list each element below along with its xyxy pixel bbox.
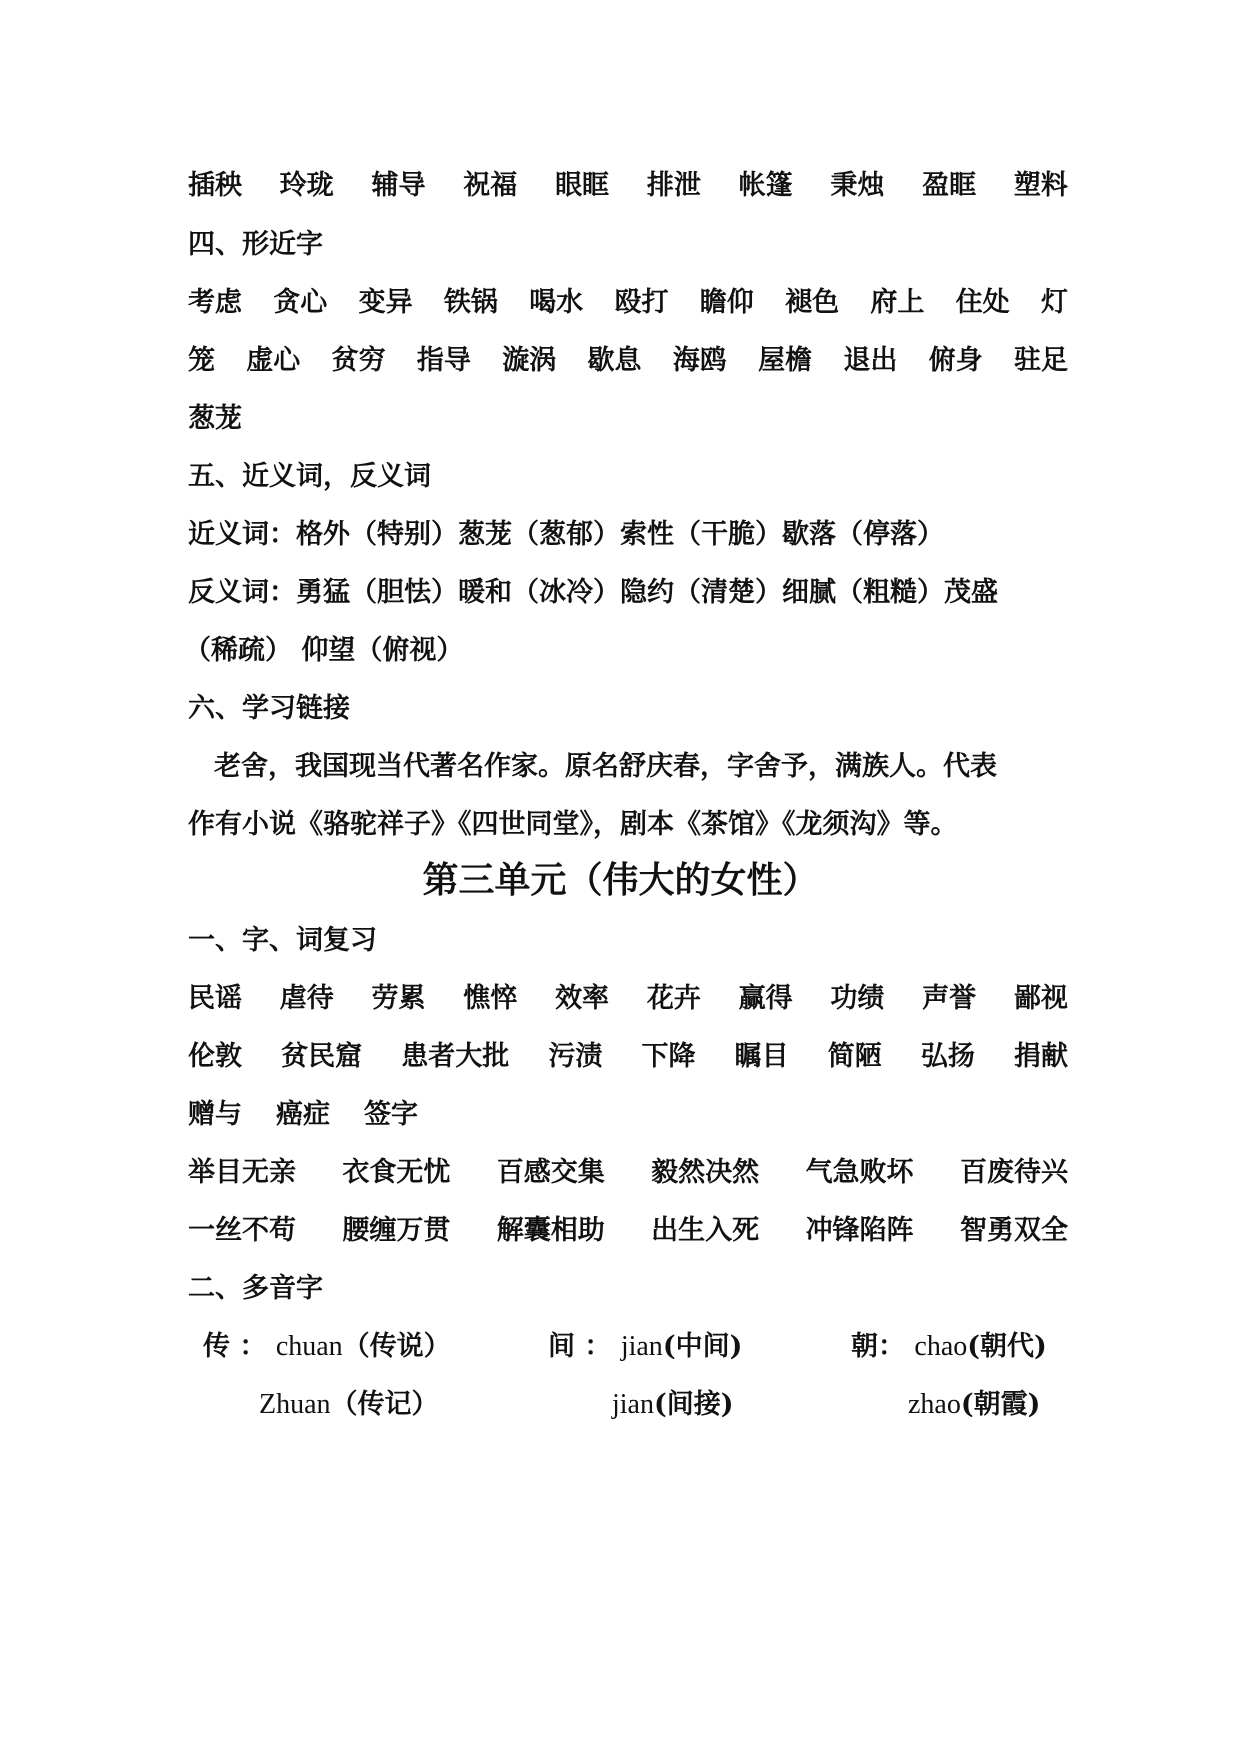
- word-item: 指导: [416, 345, 471, 376]
- word-item: 气急败坏: [805, 1157, 914, 1188]
- word-item: 考虑: [188, 287, 242, 318]
- word-item: 民谣: [188, 983, 242, 1014]
- word-item: 退出: [843, 345, 898, 376]
- word-item: 喝水: [529, 287, 584, 318]
- section6-heading: 六、学习链接: [188, 693, 350, 724]
- word-item: 玲珑: [279, 170, 334, 201]
- word-item: 眼眶: [555, 170, 610, 201]
- section4-row1: [188, 283, 1068, 323]
- example-word: （传说）: [342, 1331, 451, 1362]
- section4-row2: [188, 341, 1068, 381]
- word-item: 变异: [358, 287, 413, 318]
- word-item: 笼: [188, 345, 215, 376]
- unit-section2-heading: 二、多音字: [188, 1273, 323, 1304]
- word-item: 百感交集: [496, 1157, 605, 1188]
- polyphone-jian: [548, 1327, 742, 1367]
- word-item: 漩涡: [502, 345, 557, 376]
- word-item: 瞩目: [734, 1041, 789, 1072]
- word-item: 憔悴: [463, 983, 518, 1014]
- word-item: 贪心: [273, 287, 328, 318]
- unit-word-row1: [188, 979, 1068, 1019]
- antonyms-line-1: 反义词：勇猛（胆怯）暖和（冰冷）隐约（清楚）细腻（粗糙）茂盛: [188, 577, 998, 608]
- polyphone-chuan: [203, 1327, 451, 1367]
- word-item: 帐篷: [738, 170, 793, 201]
- unit-section1-heading: 一、字、词复习: [188, 925, 377, 956]
- word-item: 污渍: [548, 1041, 603, 1072]
- word-item: 衣食无忧: [342, 1157, 451, 1188]
- word-item: 海鸥: [672, 345, 727, 376]
- polyphone-char: 间 ：: [548, 1331, 612, 1362]
- word-item: 癌症: [276, 1099, 330, 1130]
- word-item: 一丝不苟: [188, 1215, 296, 1246]
- section5-heading: 五、近义词，反义词: [188, 461, 431, 492]
- example-word: (朝霞): [960, 1389, 1041, 1420]
- unit-word-row3: [188, 1095, 418, 1135]
- word-item: 毅然决然: [651, 1157, 760, 1188]
- polyphone-jian-2: [612, 1385, 734, 1425]
- pinyin: chuan: [275, 1331, 343, 1362]
- example-word: （传记）: [330, 1389, 439, 1420]
- pinyin: chao: [914, 1331, 968, 1362]
- word-item: 插秧: [188, 170, 242, 201]
- word-item: 殴打: [614, 287, 669, 318]
- polyphone-char: 传 ：: [203, 1331, 267, 1362]
- synonyms-line: 近义词：格外（特别）葱茏（葱郁）索性（干脆）歇落（停落）: [188, 519, 944, 550]
- word-item: 塑料: [1013, 170, 1068, 201]
- word-item: 签字: [364, 1099, 418, 1130]
- word-item: 排泄: [646, 170, 701, 201]
- word-item: 患者大批: [401, 1041, 510, 1072]
- example-word: (间接): [654, 1389, 734, 1420]
- word-item: 虚心: [246, 345, 301, 376]
- section4-row3: 葱茏: [188, 403, 242, 434]
- polyphone-zhuan: [259, 1385, 439, 1425]
- word-item: 辅导: [371, 170, 426, 201]
- polyphone-char: 朝：: [851, 1331, 905, 1362]
- word-item: 伦敦: [188, 1041, 242, 1072]
- word-item: 出生入死: [651, 1215, 760, 1246]
- pinyin: jian: [612, 1389, 654, 1420]
- word-item: 赠与: [188, 1099, 242, 1130]
- word-item: 功绩: [830, 983, 885, 1014]
- word-item: 歇息: [587, 345, 642, 376]
- word-item: 下降: [641, 1041, 696, 1072]
- pinyin: zhao: [908, 1389, 961, 1420]
- unit-word-row2: [188, 1037, 1068, 1077]
- word-item: 花卉: [646, 983, 701, 1014]
- word-item: 简陋: [827, 1041, 882, 1072]
- word-item: 驻足: [1013, 345, 1068, 376]
- word-item: 盈眶: [922, 170, 977, 201]
- example-word: (中间): [662, 1331, 743, 1362]
- word-item: 腰缠万贯: [342, 1215, 451, 1246]
- word-item: 百废待兴: [959, 1157, 1068, 1188]
- unit-idioms-row1: [188, 1153, 1068, 1193]
- word-item: 瞻仰: [699, 287, 754, 318]
- word-item: 虐待: [279, 983, 334, 1014]
- word-item: 秉烛: [830, 170, 885, 201]
- word-item: 冲锋陷阵: [805, 1215, 914, 1246]
- section4-heading: 四、形近字: [188, 229, 323, 260]
- word-item: 解囊相助: [496, 1215, 605, 1246]
- word-item: 智勇双全: [959, 1215, 1068, 1246]
- link-paragraph-line-1: 老舍，我国现当代著名作家。原名舒庆春，字舍予，满族人。代表: [214, 751, 997, 782]
- example-word: (朝代): [967, 1331, 1047, 1362]
- word-item: 赢得: [738, 983, 793, 1014]
- word-item: 屋檐: [758, 345, 813, 376]
- word-item: 铁锅: [443, 287, 498, 318]
- word-item: 声誉: [922, 983, 977, 1014]
- antonyms-line-2: （稀疏） 仰望（俯视）: [184, 635, 464, 666]
- word-item: 贫穷: [331, 345, 386, 376]
- polyphone-chao: [851, 1327, 1047, 1367]
- unit-title: 第三单元（伟大的女性）: [422, 859, 819, 901]
- word-item: 住处: [955, 287, 1010, 318]
- unit-idioms-row2: [188, 1211, 1068, 1251]
- pinyin: jian: [620, 1331, 663, 1362]
- word-item: 贫民窟: [281, 1041, 363, 1072]
- word-item: 俯身: [928, 345, 983, 376]
- word-item: 灯: [1040, 287, 1068, 318]
- word-item: 鄙视: [1013, 983, 1068, 1014]
- top-word-row: [188, 166, 1068, 206]
- word-item: 举目无亲: [188, 1157, 296, 1188]
- link-paragraph-line-2: 作有小说《骆驼祥子》《四世同堂》，剧本《茶馆》《龙须沟》等。: [188, 809, 958, 840]
- word-item: 效率: [555, 983, 610, 1014]
- polyphone-zhao: [908, 1385, 1040, 1425]
- word-item: 弘扬: [920, 1041, 975, 1072]
- word-item: 捐献: [1014, 1041, 1068, 1072]
- word-item: 祝福: [463, 170, 518, 201]
- word-item: 褪色: [785, 287, 840, 318]
- word-item: 府上: [870, 287, 925, 318]
- word-item: 劳累: [371, 983, 426, 1014]
- pinyin: Zhuan: [259, 1389, 331, 1420]
